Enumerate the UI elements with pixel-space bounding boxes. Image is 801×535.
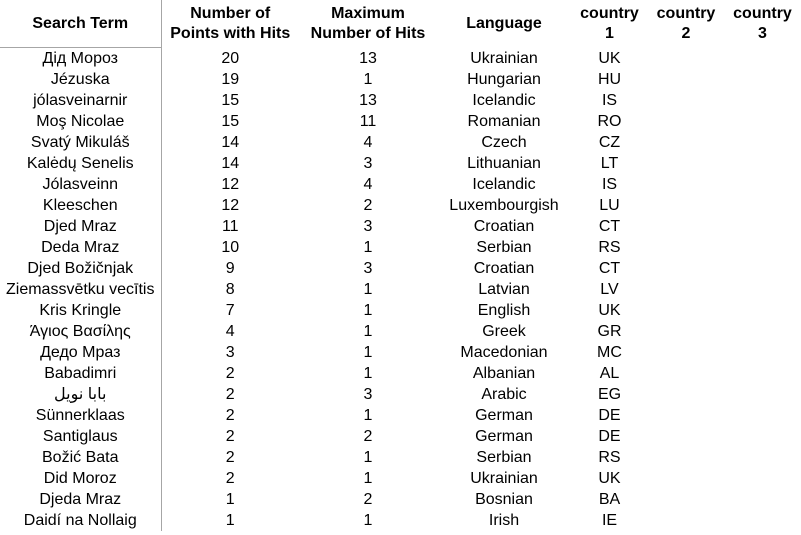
cell-country-1: HU [597, 71, 622, 88]
cell-max-hits: 1 [363, 71, 373, 88]
cell-country-3 [724, 258, 801, 279]
cell-country-2 [648, 300, 724, 321]
cell-search-term: Svatý Mikuláš [0, 132, 161, 153]
cell-points-with-hits: 15 [221, 113, 240, 130]
header-country1-line1: country [580, 4, 639, 22]
cell-country-2 [648, 279, 724, 300]
cell-country-2 [648, 216, 724, 237]
cell-points-with-hits: 15 [221, 92, 240, 109]
cell-country-2 [648, 468, 724, 489]
cell-country-3 [724, 111, 801, 132]
cell-points-with-hits: 3 [225, 344, 235, 361]
cell-language: Irish [488, 512, 520, 529]
cell-country-2 [648, 195, 724, 216]
cell-country-1: BA [598, 491, 621, 508]
table-row [0, 258, 801, 279]
cell-search-term: Božić Bata [0, 447, 161, 468]
table-row [0, 342, 801, 363]
cell-search-term: Kris Kringle [0, 300, 161, 321]
header-row [0, 0, 801, 48]
cell-country-1: CT [598, 218, 621, 235]
cell-language: English [477, 302, 531, 319]
cell-language: German [475, 407, 533, 424]
cell-max-hits: 1 [363, 470, 373, 487]
cell-country-2 [648, 153, 724, 174]
cell-country-3 [724, 321, 801, 342]
cell-country-2 [648, 363, 724, 384]
cell-language: Hungarian [467, 71, 541, 88]
header-country-2 [648, 0, 724, 48]
cell-search-term: Kalėdų Senelis [0, 153, 161, 174]
table-row [0, 468, 801, 489]
cell-country-2 [648, 342, 724, 363]
cell-points-with-hits: 12 [221, 176, 240, 193]
table-row [0, 153, 801, 174]
cell-country-3 [724, 405, 801, 426]
cell-country-3 [724, 384, 801, 405]
cell-search-term: Did Moroz [0, 468, 161, 489]
cell-country-2 [648, 132, 724, 153]
cell-max-hits: 3 [363, 260, 373, 277]
cell-points-with-hits: 14 [221, 155, 240, 172]
cell-search-term: Ziemassvētku vecītis [0, 279, 161, 300]
cell-points-with-hits: 14 [221, 134, 240, 151]
header-max-hits [299, 0, 437, 48]
cell-search-term: Djed Mraz [0, 216, 161, 237]
cell-country-1: DE [598, 428, 621, 445]
cell-search-term: Deda Mraz [0, 237, 161, 258]
cell-country-3 [724, 48, 801, 70]
cell-country-1: UK [598, 302, 621, 319]
header-search-term [0, 0, 161, 48]
cell-points-with-hits: 8 [225, 281, 235, 298]
table-row [0, 363, 801, 384]
header-points-with-hits [161, 0, 299, 48]
cell-search-term: jólasveinarnir [0, 90, 161, 111]
table-row [0, 216, 801, 237]
cell-country-3 [724, 132, 801, 153]
cell-language: Ukrainian [470, 470, 538, 487]
cell-max-hits: 11 [359, 113, 377, 130]
cell-country-3 [724, 342, 801, 363]
table-row [0, 195, 801, 216]
cell-max-hits: 4 [363, 134, 373, 151]
header-points-line2: Points with Hits [170, 24, 291, 42]
cell-search-term: Дід Мороз [0, 48, 161, 70]
cell-language: Lithuanian [467, 155, 541, 172]
table-row [0, 489, 801, 510]
cell-country-3 [724, 90, 801, 111]
table-row [0, 174, 801, 195]
cell-points-with-hits: 4 [225, 323, 235, 340]
cell-country-2 [648, 510, 724, 531]
cell-max-hits: 1 [363, 281, 373, 298]
cell-country-2 [648, 237, 724, 258]
cell-points-with-hits: 2 [225, 470, 235, 487]
cell-country-1: DE [598, 407, 621, 424]
header-country3-line1: country [733, 4, 792, 22]
cell-country-1: RS [598, 449, 621, 466]
cell-country-1: UK [598, 470, 621, 487]
header-country2-line1: country [656, 4, 716, 22]
cell-country-3 [724, 279, 801, 300]
header-points-line1: Number of [190, 4, 271, 22]
cell-points-with-hits: 12 [221, 197, 240, 214]
cell-country-2 [648, 489, 724, 510]
table-row [0, 447, 801, 468]
table-row [0, 384, 801, 405]
cell-country-3 [724, 300, 801, 321]
table-row [0, 426, 801, 447]
cell-search-term: Daidí na Nollaig [0, 510, 161, 531]
cell-max-hits: 1 [363, 239, 373, 256]
cell-points-with-hits: 2 [225, 407, 235, 424]
cell-max-hits: 1 [363, 512, 373, 529]
cell-max-hits: 3 [363, 218, 373, 235]
cell-language: Romanian [467, 113, 541, 130]
cell-country-2 [648, 405, 724, 426]
cell-country-3 [724, 69, 801, 90]
cell-country-3 [724, 426, 801, 447]
cell-country-1: CT [598, 260, 621, 277]
cell-search-term: Άγιος Βασίλης [0, 321, 161, 342]
cell-country-1: GR [597, 323, 622, 340]
cell-points-with-hits: 2 [225, 428, 235, 445]
cell-country-2 [648, 48, 724, 70]
cell-country-1: IE [601, 512, 618, 529]
cell-country-2 [648, 69, 724, 90]
cell-country-2 [648, 321, 724, 342]
cell-country-1: EG [597, 386, 622, 403]
cell-language: Albanian [472, 365, 536, 382]
cell-country-2 [648, 384, 724, 405]
cell-language: Bosnian [475, 491, 533, 508]
cell-language: Icelandic [472, 92, 536, 109]
cell-max-hits: 13 [359, 92, 377, 109]
cell-country-3 [724, 363, 801, 384]
cell-language: Icelandic [472, 176, 536, 193]
cell-country-2 [648, 258, 724, 279]
table-row [0, 405, 801, 426]
cell-country-3 [724, 195, 801, 216]
cell-country-1: LV [600, 281, 619, 298]
cell-language: Croatian [473, 260, 535, 277]
cell-max-hits: 3 [363, 386, 373, 403]
cell-country-3 [724, 153, 801, 174]
header-max-line1: Maximum [331, 4, 405, 22]
header-language [437, 0, 571, 48]
cell-country-1: UK [598, 49, 621, 67]
cell-max-hits: 4 [363, 176, 373, 193]
cell-country-2 [648, 90, 724, 111]
cell-search-term: Djed Božičnjak [0, 258, 161, 279]
cell-language: Croatian [473, 218, 535, 235]
cell-search-term: Santiglaus [0, 426, 161, 447]
cell-points-with-hits: 2 [225, 365, 235, 382]
header-max-line2: Number of Hits [310, 24, 426, 42]
cell-search-term: Jólasveinn [0, 174, 161, 195]
table-body [0, 48, 801, 532]
cell-country-1: LT [600, 155, 619, 172]
cell-country-3 [724, 468, 801, 489]
cell-country-1: MC [597, 344, 622, 361]
table-row [0, 279, 801, 300]
cell-points-with-hits: 11 [221, 218, 239, 235]
cell-country-1: LU [599, 197, 620, 214]
cell-points-with-hits: 1 [225, 491, 235, 508]
cell-country-3 [724, 174, 801, 195]
cell-max-hits: 1 [363, 323, 373, 340]
header-search-term-label: Search Term [32, 14, 129, 32]
cell-search-term: Sünnerklaas [0, 405, 161, 426]
table-row [0, 48, 801, 70]
cell-points-with-hits: 7 [225, 302, 235, 319]
cell-points-with-hits: 20 [221, 49, 240, 67]
cell-country-3 [724, 237, 801, 258]
cell-language: Latvian [478, 281, 530, 298]
cell-country-2 [648, 447, 724, 468]
cell-country-1: RS [598, 239, 621, 256]
cell-country-3 [724, 510, 801, 531]
cell-points-with-hits: 9 [225, 260, 235, 277]
cell-country-1: IS [601, 176, 618, 193]
table-row [0, 132, 801, 153]
cell-country-3 [724, 489, 801, 510]
cell-points-with-hits: 1 [225, 512, 235, 529]
table-row [0, 69, 801, 90]
table-row [0, 300, 801, 321]
cell-language: Arabic [481, 386, 527, 403]
cell-country-2 [648, 174, 724, 195]
cell-country-1: IS [601, 92, 618, 109]
table-row [0, 111, 801, 132]
header-country3-line2: 3 [758, 24, 767, 42]
cell-search-term: بابا نويل [0, 384, 161, 405]
cell-max-hits: 13 [359, 49, 377, 67]
cell-language: Serbian [476, 239, 532, 256]
table-row [0, 510, 801, 531]
cell-country-1: RO [597, 113, 622, 130]
cell-country-3 [724, 216, 801, 237]
cell-search-term: Дедо Мраз [0, 342, 161, 363]
cell-max-hits: 1 [363, 302, 373, 319]
cell-country-2 [648, 111, 724, 132]
cell-points-with-hits: 19 [221, 71, 240, 88]
table-row [0, 90, 801, 111]
cell-language: Czech [481, 134, 527, 151]
cell-language: Luxembourgish [449, 197, 559, 214]
header-country2-line2: 2 [681, 24, 691, 42]
cell-country-2 [648, 426, 724, 447]
cell-max-hits: 2 [363, 197, 373, 214]
cell-language: German [475, 428, 533, 445]
cell-max-hits: 1 [363, 344, 373, 361]
cell-points-with-hits: 2 [225, 386, 235, 403]
cell-points-with-hits: 2 [225, 449, 235, 466]
table-row [0, 321, 801, 342]
cell-max-hits: 2 [363, 428, 373, 445]
cell-country-1: CZ [598, 134, 621, 151]
cell-search-term: Djeda Mraz [0, 489, 161, 510]
table-row [0, 237, 801, 258]
cell-max-hits: 1 [363, 365, 373, 382]
cell-search-term: Moş Nicolae [0, 111, 161, 132]
cell-max-hits: 1 [363, 407, 373, 424]
cell-max-hits: 1 [363, 449, 373, 466]
cell-language: Greek [482, 323, 526, 340]
cell-points-with-hits: 10 [221, 239, 240, 256]
cell-language: Macedonian [460, 344, 548, 361]
cell-country-1: AL [599, 365, 620, 382]
cell-search-term: Kleeschen [0, 195, 161, 216]
cell-language: Ukrainian [470, 49, 538, 67]
header-country1-line2: 1 [605, 24, 614, 42]
header-country-1 [571, 0, 648, 48]
cell-country-3 [724, 447, 801, 468]
header-country-3 [724, 0, 801, 48]
cell-language: Serbian [476, 449, 532, 466]
cell-max-hits: 3 [363, 155, 373, 172]
cell-search-term: Jézuska [0, 69, 161, 90]
cell-max-hits: 2 [363, 491, 373, 508]
header-language-label: Language [466, 14, 542, 32]
cell-search-term: Babadimri [0, 363, 161, 384]
